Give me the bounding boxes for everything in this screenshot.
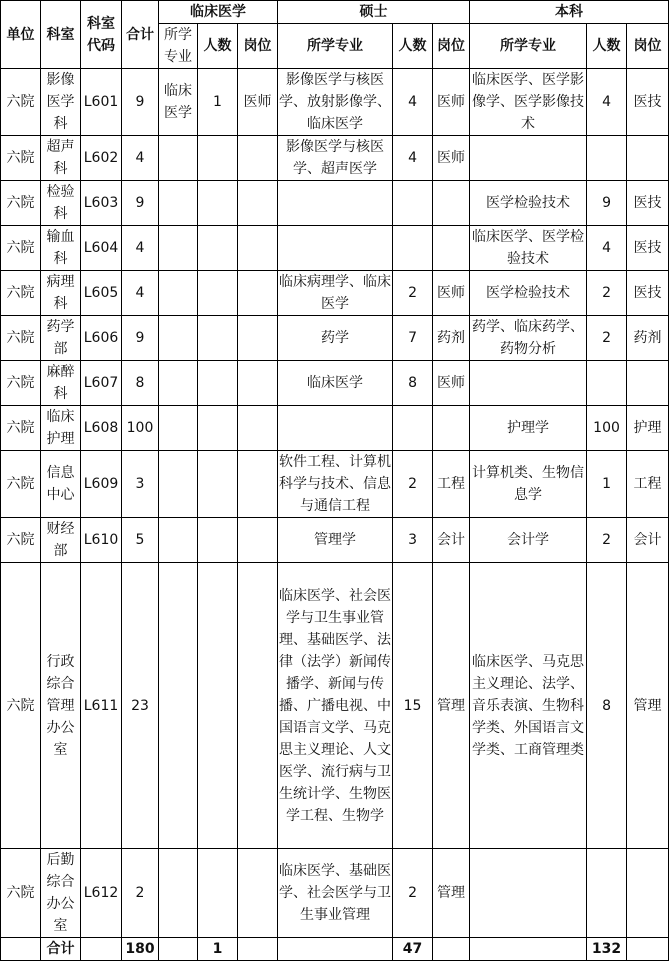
cell-unit: 六院 bbox=[1, 406, 41, 451]
cell-bachelor-major: 计算机类、生物信息学 bbox=[470, 451, 587, 518]
totals-clinical-count: 1 bbox=[198, 938, 238, 961]
cell-master-post bbox=[433, 226, 470, 271]
cell-bachelor-post: 管理 bbox=[627, 563, 669, 849]
header-group-master: 硕士 bbox=[278, 1, 470, 24]
cell-total: 5 bbox=[122, 518, 159, 563]
cell-code: L601 bbox=[81, 69, 122, 136]
cell-bachelor-count bbox=[587, 136, 627, 181]
cell-master-post: 医师 bbox=[433, 69, 470, 136]
cell-total: 3 bbox=[122, 451, 159, 518]
cell-master-post: 管理 bbox=[433, 849, 470, 938]
cell-master-count bbox=[393, 226, 433, 271]
cell-dept: 病理科 bbox=[41, 271, 81, 316]
cell-code: L610 bbox=[81, 518, 122, 563]
cell-unit: 六院 bbox=[1, 136, 41, 181]
cell-total: 8 bbox=[122, 361, 159, 406]
cell-unit: 六院 bbox=[1, 181, 41, 226]
cell-clinical-major bbox=[159, 271, 198, 316]
header-bachelor-major: 所学专业 bbox=[470, 24, 587, 69]
cell-bachelor-count: 8 bbox=[587, 563, 627, 849]
cell-master-major: 影像医学与核医学、超声医学 bbox=[278, 136, 393, 181]
cell-clinical-post bbox=[238, 849, 278, 938]
cell-master-major: 影像医学与核医学、放射影像学、临床医学 bbox=[278, 69, 393, 136]
cell-clinical-major bbox=[159, 518, 198, 563]
cell-bachelor-count: 2 bbox=[587, 518, 627, 563]
cell-unit: 六院 bbox=[1, 316, 41, 361]
cell-master-post: 管理 bbox=[433, 563, 470, 849]
cell-clinical-count bbox=[198, 226, 238, 271]
cell-bachelor-major bbox=[470, 361, 587, 406]
cell-code: L612 bbox=[81, 849, 122, 938]
cell-dept: 行政综合管理办公室 bbox=[41, 563, 81, 849]
cell-bachelor-count: 1 bbox=[587, 451, 627, 518]
cell-dept: 药学部 bbox=[41, 316, 81, 361]
cell-bachelor-major: 护理学 bbox=[470, 406, 587, 451]
cell-master-count: 3 bbox=[393, 518, 433, 563]
cell-dept: 信息中心 bbox=[41, 451, 81, 518]
cell-clinical-count bbox=[198, 406, 238, 451]
cell-bachelor-post: 医技 bbox=[627, 226, 669, 271]
cell-bachelor-major: 临床医学、医学影像学、医学影像技术 bbox=[470, 69, 587, 136]
cell-master-major bbox=[278, 226, 393, 271]
cell-unit: 六院 bbox=[1, 451, 41, 518]
header-unit: 单位 bbox=[1, 1, 41, 69]
cell-bachelor-count bbox=[587, 361, 627, 406]
header-group-bachelor: 本科 bbox=[470, 1, 669, 24]
cell-clinical-count bbox=[198, 563, 238, 849]
cell-bachelor-post: 会计 bbox=[627, 518, 669, 563]
totals-bachelor-count: 132 bbox=[587, 938, 627, 961]
cell-bachelor-major: 医学检验技术 bbox=[470, 271, 587, 316]
cell-master-major: 药学 bbox=[278, 316, 393, 361]
cell-clinical-major bbox=[159, 361, 198, 406]
cell-clinical-post bbox=[238, 271, 278, 316]
cell-bachelor-post bbox=[627, 361, 669, 406]
cell-clinical-count: 1 bbox=[198, 69, 238, 136]
header-bachelor-post: 岗位 bbox=[627, 24, 669, 69]
cell-total: 4 bbox=[122, 136, 159, 181]
cell-master-count: 2 bbox=[393, 849, 433, 938]
cell-bachelor-count bbox=[587, 849, 627, 938]
cell-code: L607 bbox=[81, 361, 122, 406]
cell-clinical-count bbox=[198, 271, 238, 316]
totals-row bbox=[1, 938, 669, 961]
header-bachelor-count: 人数 bbox=[587, 24, 627, 69]
cell-master-major: 临床医学 bbox=[278, 361, 393, 406]
cell-unit: 六院 bbox=[1, 69, 41, 136]
cell-bachelor-post: 药剂 bbox=[627, 316, 669, 361]
header-code: 科室代码 bbox=[81, 1, 122, 69]
cell-dept: 临床护理 bbox=[41, 406, 81, 451]
cell-clinical-count bbox=[198, 361, 238, 406]
cell-clinical-post bbox=[238, 181, 278, 226]
header-total: 合计 bbox=[122, 1, 159, 69]
cell-master-post: 医师 bbox=[433, 361, 470, 406]
cell-total: 9 bbox=[122, 316, 159, 361]
cell-master-count: 15 bbox=[393, 563, 433, 849]
cell-master-post: 医师 bbox=[433, 136, 470, 181]
cell-master-major: 管理学 bbox=[278, 518, 393, 563]
cell-master-post: 药剂 bbox=[433, 316, 470, 361]
cell-bachelor-major: 临床医学、马克思主义理论、法学、音乐表演、生物科学类、外国语言文学类、工商管理类 bbox=[470, 563, 587, 849]
cell-total: 23 bbox=[122, 563, 159, 849]
table-row bbox=[1, 451, 669, 518]
cell-master-major: 临床医学、社会医学与卫生事业管理、基础医学、法律（法学）新闻传播学、新闻与传播、广播电视、中国语言文学、马克思主义理论、人文医学、流行病与卫生统计学、生物医学工程、生物学 bbox=[278, 563, 393, 849]
cell-dept: 财经部 bbox=[41, 518, 81, 563]
totals-bachelor-post bbox=[627, 938, 669, 961]
table-row bbox=[1, 69, 669, 136]
table-row bbox=[1, 563, 669, 849]
cell-clinical-count bbox=[198, 181, 238, 226]
cell-master-major bbox=[278, 181, 393, 226]
cell-bachelor-count: 100 bbox=[587, 406, 627, 451]
cell-master-post bbox=[433, 406, 470, 451]
cell-unit: 六院 bbox=[1, 849, 41, 938]
totals-unit bbox=[1, 938, 41, 961]
cell-unit: 六院 bbox=[1, 563, 41, 849]
header-clinical-major: 所学专业 bbox=[159, 24, 198, 69]
cell-master-count: 8 bbox=[393, 361, 433, 406]
cell-master-count: 7 bbox=[393, 316, 433, 361]
cell-master-count bbox=[393, 406, 433, 451]
table-row bbox=[1, 226, 669, 271]
cell-total: 4 bbox=[122, 271, 159, 316]
cell-clinical-post bbox=[238, 518, 278, 563]
cell-bachelor-post bbox=[627, 849, 669, 938]
cell-master-major: 临床病理学、临床医学 bbox=[278, 271, 393, 316]
totals-total: 180 bbox=[122, 938, 159, 961]
cell-master-count bbox=[393, 181, 433, 226]
cell-code: L606 bbox=[81, 316, 122, 361]
cell-master-post: 工程 bbox=[433, 451, 470, 518]
cell-clinical-count bbox=[198, 451, 238, 518]
header-master-count: 人数 bbox=[393, 24, 433, 69]
cell-clinical-major bbox=[159, 406, 198, 451]
cell-bachelor-post: 医技 bbox=[627, 181, 669, 226]
cell-clinical-major: 临床医学 bbox=[159, 69, 198, 136]
cell-bachelor-major: 医学检验技术 bbox=[470, 181, 587, 226]
cell-clinical-major bbox=[159, 226, 198, 271]
cell-total: 4 bbox=[122, 226, 159, 271]
cell-clinical-post bbox=[238, 563, 278, 849]
cell-code: L605 bbox=[81, 271, 122, 316]
table-row bbox=[1, 181, 669, 226]
cell-bachelor-post: 护理 bbox=[627, 406, 669, 451]
cell-clinical-major bbox=[159, 849, 198, 938]
header-clinical-post: 岗位 bbox=[238, 24, 278, 69]
header-group-clinical: 临床医学 bbox=[159, 1, 278, 24]
cell-bachelor-post: 医技 bbox=[627, 271, 669, 316]
cell-clinical-count bbox=[198, 316, 238, 361]
cell-clinical-count bbox=[198, 518, 238, 563]
cell-clinical-major bbox=[159, 563, 198, 849]
cell-clinical-major bbox=[159, 451, 198, 518]
cell-master-major: 软件工程、计算机科学与技术、信息与通信工程 bbox=[278, 451, 393, 518]
cell-clinical-post bbox=[238, 226, 278, 271]
cell-clinical-count bbox=[198, 136, 238, 181]
cell-unit: 六院 bbox=[1, 226, 41, 271]
cell-bachelor-post: 工程 bbox=[627, 451, 669, 518]
cell-clinical-post bbox=[238, 361, 278, 406]
cell-clinical-major bbox=[159, 136, 198, 181]
cell-clinical-post bbox=[238, 136, 278, 181]
totals-code bbox=[81, 938, 122, 961]
table-row bbox=[1, 518, 669, 563]
cell-code: L611 bbox=[81, 563, 122, 849]
table-row bbox=[1, 271, 669, 316]
cell-dept: 检验科 bbox=[41, 181, 81, 226]
cell-bachelor-major: 会计学 bbox=[470, 518, 587, 563]
cell-dept: 影像医学科 bbox=[41, 69, 81, 136]
cell-master-post bbox=[433, 181, 470, 226]
table-row bbox=[1, 361, 669, 406]
table-row bbox=[1, 849, 669, 938]
cell-master-count: 2 bbox=[393, 451, 433, 518]
cell-master-post: 会计 bbox=[433, 518, 470, 563]
header-master-major: 所学专业 bbox=[278, 24, 393, 69]
cell-total: 2 bbox=[122, 849, 159, 938]
cell-bachelor-count: 2 bbox=[587, 316, 627, 361]
cell-dept: 后勤综合办公室 bbox=[41, 849, 81, 938]
cell-clinical-major bbox=[159, 181, 198, 226]
header-master-post: 岗位 bbox=[433, 24, 470, 69]
cell-total: 9 bbox=[122, 69, 159, 136]
cell-master-count: 4 bbox=[393, 136, 433, 181]
cell-code: L602 bbox=[81, 136, 122, 181]
cell-master-count: 2 bbox=[393, 271, 433, 316]
cell-clinical-major bbox=[159, 316, 198, 361]
cell-clinical-post: 医师 bbox=[238, 69, 278, 136]
cell-master-post: 医师 bbox=[433, 271, 470, 316]
table-body bbox=[1, 69, 669, 938]
totals-clinical-post bbox=[238, 938, 278, 961]
table-row bbox=[1, 406, 669, 451]
totals-master-major bbox=[278, 938, 393, 961]
cell-dept: 麻醉科 bbox=[41, 361, 81, 406]
totals-label: 合计 bbox=[41, 938, 81, 961]
cell-code: L609 bbox=[81, 451, 122, 518]
cell-unit: 六院 bbox=[1, 361, 41, 406]
cell-bachelor-major bbox=[470, 849, 587, 938]
cell-unit: 六院 bbox=[1, 518, 41, 563]
cell-clinical-post bbox=[238, 406, 278, 451]
cell-bachelor-post: 医技 bbox=[627, 69, 669, 136]
cell-clinical-post bbox=[238, 316, 278, 361]
cell-master-count: 4 bbox=[393, 69, 433, 136]
totals-master-post bbox=[433, 938, 470, 961]
cell-clinical-post bbox=[238, 451, 278, 518]
cell-master-major: 临床医学、基础医学、社会医学与卫生事业管理 bbox=[278, 849, 393, 938]
table-row bbox=[1, 316, 669, 361]
cell-code: L604 bbox=[81, 226, 122, 271]
cell-total: 9 bbox=[122, 181, 159, 226]
header-dept: 科室 bbox=[41, 1, 81, 69]
cell-bachelor-count: 9 bbox=[587, 181, 627, 226]
totals-clinical-major bbox=[159, 938, 198, 961]
cell-bachelor-post bbox=[627, 136, 669, 181]
cell-unit: 六院 bbox=[1, 271, 41, 316]
cell-dept: 超声科 bbox=[41, 136, 81, 181]
table-row bbox=[1, 136, 669, 181]
cell-bachelor-major bbox=[470, 136, 587, 181]
cell-bachelor-count: 2 bbox=[587, 271, 627, 316]
cell-code: L608 bbox=[81, 406, 122, 451]
totals-bachelor-major bbox=[470, 938, 587, 961]
cell-bachelor-major: 临床医学、医学检验技术 bbox=[470, 226, 587, 271]
cell-clinical-count bbox=[198, 849, 238, 938]
cell-bachelor-count: 4 bbox=[587, 69, 627, 136]
cell-dept: 输血科 bbox=[41, 226, 81, 271]
cell-code: L603 bbox=[81, 181, 122, 226]
totals-master-count: 47 bbox=[393, 938, 433, 961]
cell-bachelor-major: 药学、临床药学、药物分析 bbox=[470, 316, 587, 361]
cell-total: 100 bbox=[122, 406, 159, 451]
cell-master-major bbox=[278, 406, 393, 451]
header-clinical-count: 人数 bbox=[198, 24, 238, 69]
cell-bachelor-count: 4 bbox=[587, 226, 627, 271]
